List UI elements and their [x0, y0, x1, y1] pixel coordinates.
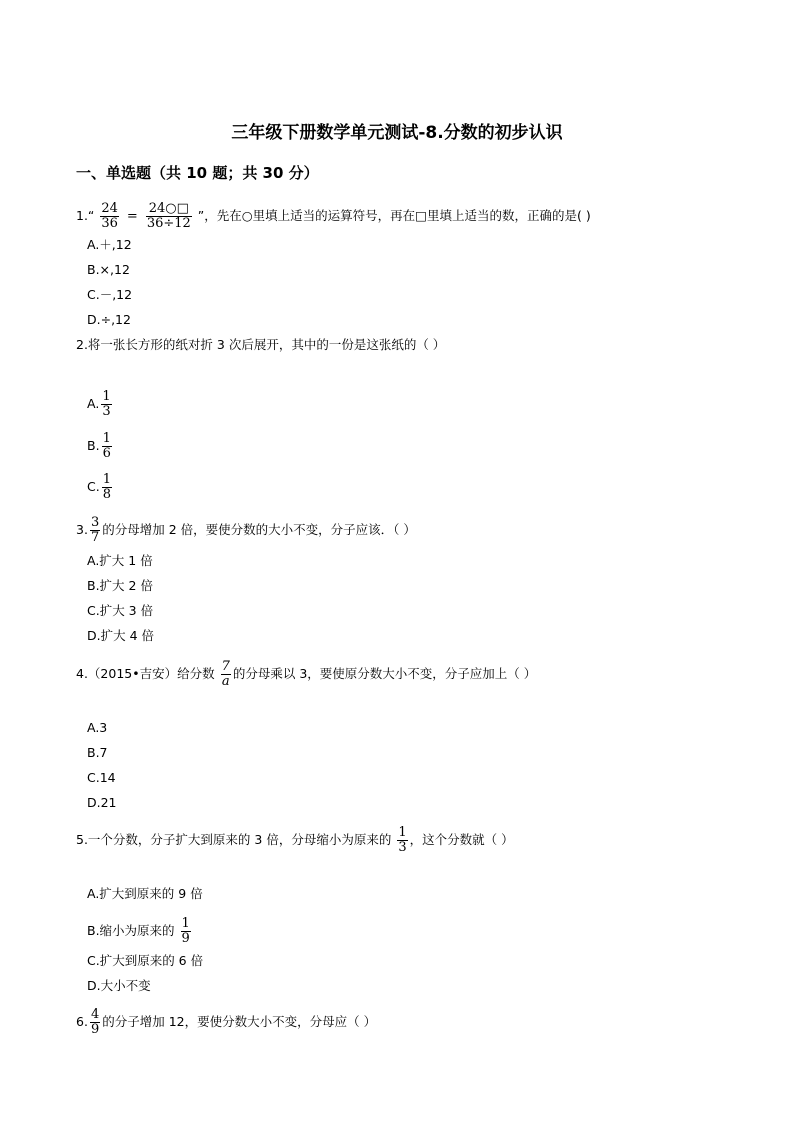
fraction-4-9: $\frac{4}{9}$ — [90, 1007, 100, 1037]
question-4: 4.（2015•吉安）给分数 $\frac{7}{a}$ 的分母乘以 3，要使原分数大小不变，分子应加上（ ） — [76, 659, 537, 689]
q1-option-b[interactable]: B.×,12 — [87, 262, 130, 277]
fraction-3-7: $\frac{3}{7}$ — [90, 515, 100, 545]
question-5: 5.一个分数，分子扩大到原来的 3 倍，分母缩小为原来的 $\frac{1}{3}$ ，这个分数就（ ） — [76, 825, 514, 855]
q4-option-d[interactable]: D.21 — [87, 795, 117, 810]
q3-option-d[interactable]: D.扩大 4 倍 — [87, 628, 154, 643]
fraction-1-9: $\frac{1}{9}$ — [181, 916, 190, 946]
equals-sign: = — [126, 208, 138, 224]
q1-option-d[interactable]: D.÷,12 — [87, 312, 131, 327]
question-1-prefix: 1.“ — [76, 208, 95, 223]
question-2: 2.将一张长方形的纸对折 3 次后展开，其中的一份是这张纸的（ ） — [76, 337, 446, 352]
fraction-1-8: $\frac{1}{8}$ — [102, 472, 111, 502]
q4-option-a[interactable]: A.3 — [87, 720, 108, 735]
q5-option-b[interactable]: B.缩小为原来的 $\frac{1}{9}$ — [87, 916, 190, 946]
q4-option-c[interactable]: C.14 — [87, 770, 116, 785]
q4-option-b[interactable]: B.7 — [87, 745, 108, 760]
fraction-1-3: $\frac{1}{3}$ — [102, 389, 111, 419]
q1-option-a[interactable]: A.＋,12 — [87, 237, 132, 252]
question-3: 3. $\frac{3}{7}$ 的分母增加 2 倍，要使分数的大小不变，分子应该．（ ） — [76, 515, 416, 545]
question-1-text: ”，先在○里填上适当的运算符号，再在□里填上适当的数，正确的是( ) — [197, 208, 591, 223]
fraction-24-36: $\frac{24}{36}$ — [101, 201, 118, 231]
q2-option-c[interactable]: C. $\frac{1}{8}$ — [87, 472, 111, 502]
q5-option-c[interactable]: C.扩大到原来的 6 倍 — [87, 953, 204, 968]
q2-option-b[interactable]: B. $\frac{1}{6}$ — [87, 431, 111, 461]
q5-option-d[interactable]: D.大小不变 — [87, 978, 151, 993]
q3-option-c[interactable]: C.扩大 3 倍 — [87, 603, 154, 618]
fraction-1-3: $\frac{1}{3}$ — [398, 825, 407, 855]
fraction-blank: $\frac{24○□}{36\div 12}$ — [146, 201, 191, 231]
q2-option-a[interactable]: A. $\frac{1}{3}$ — [87, 389, 111, 419]
fraction-1-6: $\frac{1}{6}$ — [102, 431, 111, 461]
section-heading: 一、单选题（共 10 题；共 30 分） — [76, 164, 319, 182]
fraction-7-a: $\frac{7}{a}$ — [221, 659, 230, 689]
q3-option-b[interactable]: B.扩大 2 倍 — [87, 578, 153, 593]
q3-option-a[interactable]: A.扩大 1 倍 — [87, 553, 153, 568]
question-1 — [76, 202, 591, 231]
q1-option-c[interactable]: C.－,12 — [87, 287, 133, 302]
q5-option-a[interactable]: A.扩大到原来的 9 倍 — [87, 886, 203, 901]
page-title: 三年级下册数学单元测试-8.分数的初步认识 — [231, 123, 563, 143]
question-6: 6. $\frac{4}{9}$ 的分子增加 12，要使分数大小不变，分母应（ ） — [76, 1007, 377, 1037]
